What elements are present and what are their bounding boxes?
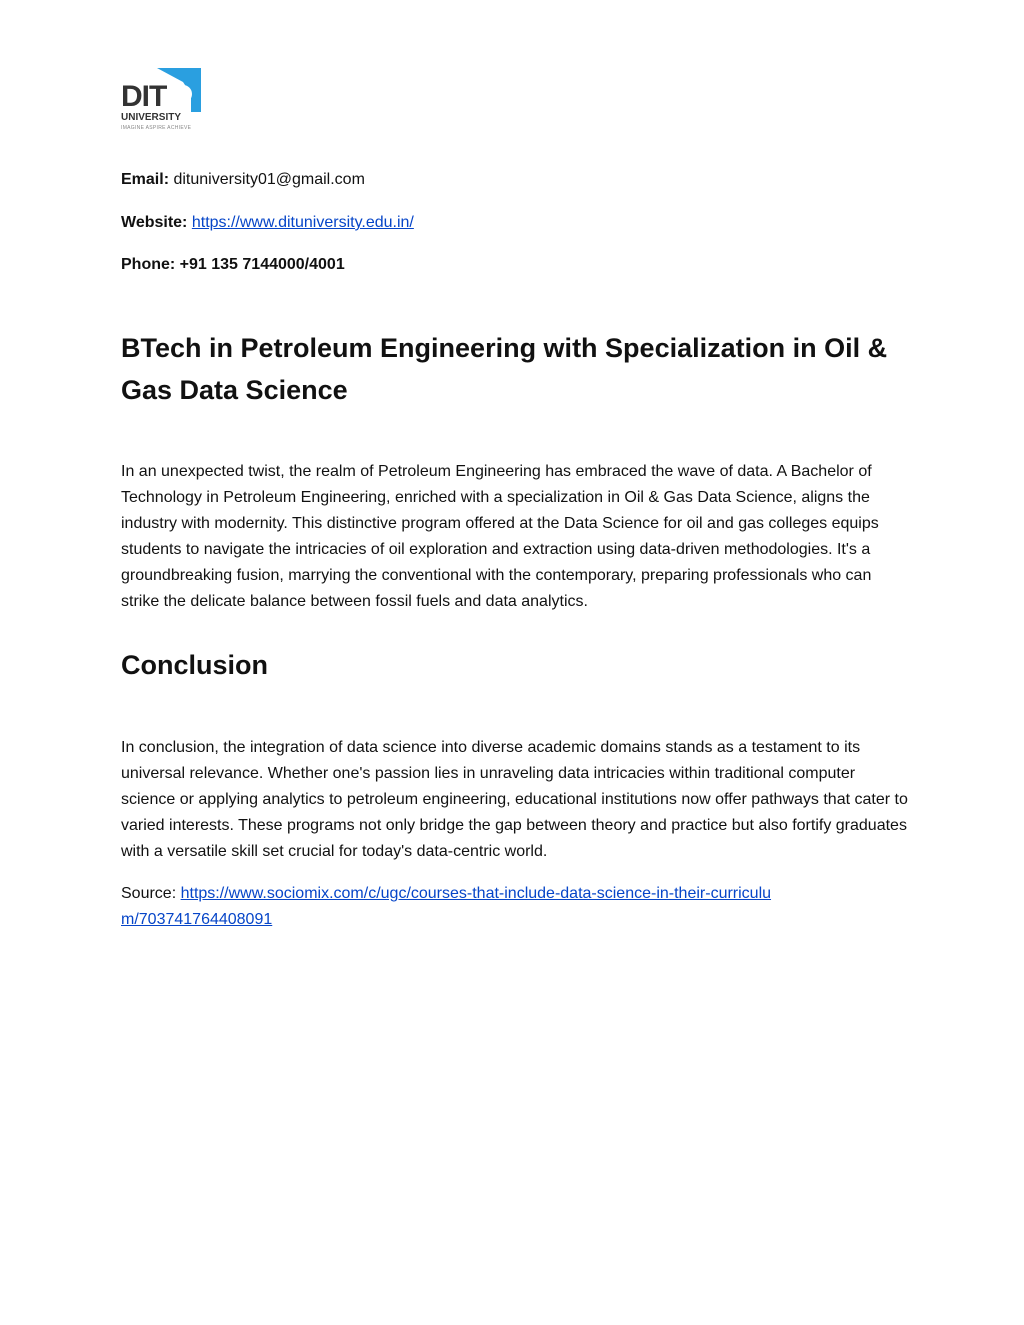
logo-subtitle: UNIVERSITY xyxy=(121,112,182,123)
logo-tagline: IMAGINE ASPIRE ACHIEVE xyxy=(121,125,192,131)
email-value: dituniversity01@gmail.com xyxy=(173,171,365,188)
website-link[interactable]: https://www.dituniversity.edu.in/ xyxy=(191,214,414,231)
source-label: Source: xyxy=(121,885,177,902)
conclusion-heading: Conclusion xyxy=(121,650,268,680)
conclusion-paragraph: In conclusion, the integration of data science into diverse academic domains stands as a testament to its universal relevance. Whether one's passion lies in unraveling data intricacies within traditional computer science or applying analytics to petroleum engineering, educational institutions now offer pathways that cater to varied interests. These programs not only bridge the gap between theory and practice but also fortify graduates with a versatile skill set crucial for today's data-centric world. xyxy=(121,739,908,860)
logo-text: DIT xyxy=(121,80,167,113)
page-title: BTech in Petroleum Engineering with Specialization in Oil & Gas Data Science xyxy=(121,333,888,405)
intro-paragraph: In an unexpected twist, the realm of Petroleum Engineering has embraced the wave of data. A Bachelor of Technology in Petroleum Engineering, enriched with a specialization in Oil & Gas Data Science, aligns the industry with modernity. This distinctive program offered at the Data Science for oil and gas colleges equips students to navigate the intricacies of oil exploration and extraction using data-driven methodologies. It's a groundbreaking fusion, marrying the conventional with the contemporary, preparing professionals who can strike the delicate balance between fossil fuels and data analytics. xyxy=(121,463,879,610)
dit-university-logo xyxy=(121,68,201,134)
source-link[interactable]: https://www.sociomix.com/c/ugc/courses-that-include-data-science-in-their-curriculum/703741764408091 xyxy=(121,885,772,928)
source-line xyxy=(121,881,781,933)
email-line xyxy=(121,170,365,190)
phone-line xyxy=(121,255,345,275)
phone-text: Phone: +91 135 7144000/4001 xyxy=(121,256,345,273)
email-label: Email: xyxy=(121,171,170,188)
website-line xyxy=(121,213,414,233)
website-label: Website: xyxy=(121,214,188,231)
